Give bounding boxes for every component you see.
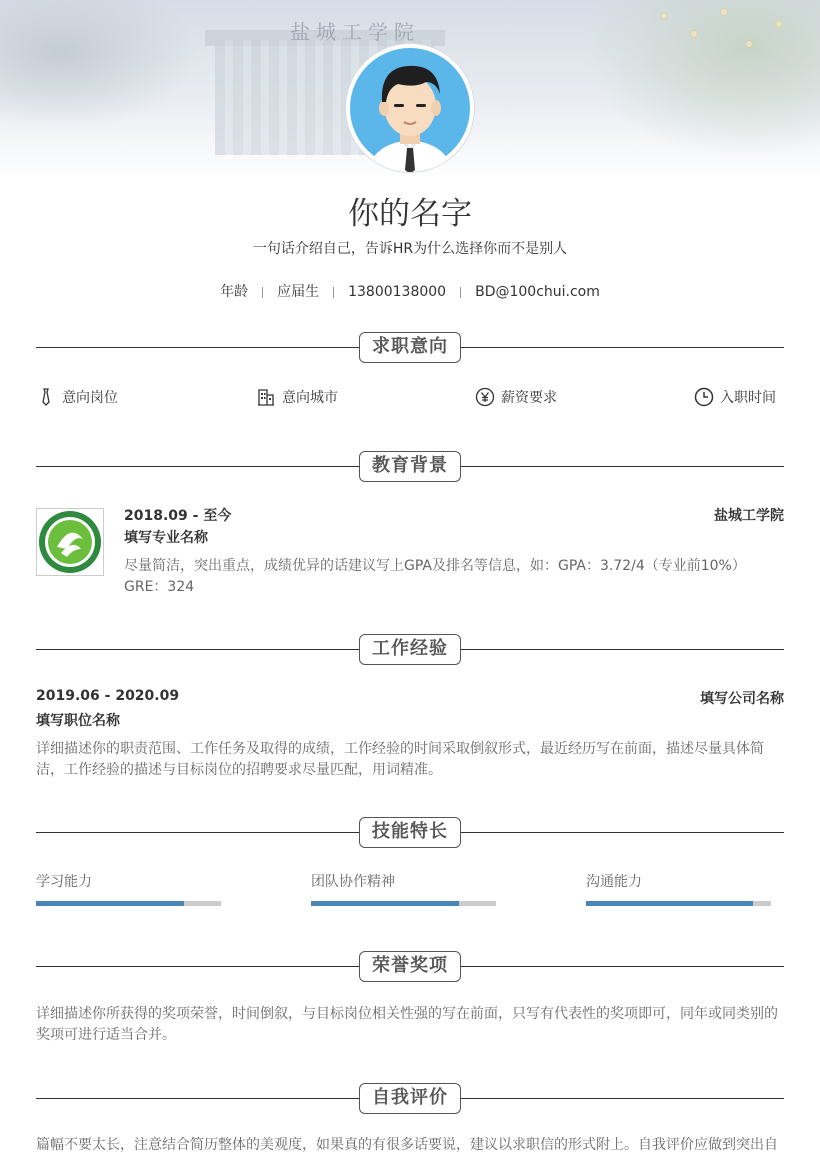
major-name: 填写专业名称 (124, 530, 208, 546)
skill-label: 沟通能力 (586, 874, 642, 890)
flower-decoration (775, 20, 783, 28)
work-description: 详细描述你的职责范围、工作任务及取得的成绩，工作经验的时间采取倒叙形式，最近经历写在前面，描述尽量具体简洁，工作经验的描述与目标岗位的招聘要求尽量匹配，用词精准。 (36, 741, 764, 778)
skill-bar (586, 901, 771, 906)
contact-email[interactable]: BD@100chui.com (475, 284, 600, 300)
yen-icon (475, 387, 495, 407)
self-evaluation-description: 篇幅不要太长，注意结合简历整体的美观度，如果真的有很多话要说，建议以求职信的形式附上。自我评价应做到突出自 (36, 1137, 778, 1153)
flower-decoration (660, 12, 668, 20)
school-logo (36, 508, 104, 576)
contact-status: 应届生 (277, 284, 320, 300)
section-title: 自我评价 (359, 1083, 461, 1114)
skill-teamwork (311, 871, 496, 906)
skill-bar-fill (311, 901, 459, 906)
section-title: 工作经验 (359, 634, 461, 665)
section-title: 求职意向 (359, 332, 461, 363)
section-title: 荣誉奖项 (359, 951, 461, 982)
skill-label: 团队协作精神 (311, 874, 395, 890)
intent-start-date (694, 387, 776, 407)
intent-city-label: 意向城市 (282, 390, 338, 406)
intent-city (256, 387, 338, 407)
avatar-illustration (346, 44, 474, 172)
flower-decoration (690, 30, 698, 38)
tree-decoration (0, 0, 200, 130)
company-name: 填写公司名称 (700, 691, 784, 707)
education-description: 尽量简洁，突出重点，成绩优异的话建议写上GPA及排名等信息，如：GPA：3.72/4（专业前10%） GRE：324 (124, 558, 746, 595)
section-title: 技能特长 (359, 817, 461, 848)
flower-decoration (745, 40, 753, 48)
section-header-education (36, 451, 784, 481)
intent-position (36, 387, 118, 407)
intent-salary-label: 薪资要求 (501, 390, 557, 406)
intent-start-date-label: 入职时间 (720, 390, 776, 406)
section-title: 教育背景 (359, 451, 461, 482)
flower-decoration (720, 8, 728, 16)
honors-description: 详细描述你所获得的奖项荣誉，时间倒叙，与目标岗位相关性强的写在前面，只写有代表性的奖项即可，同年或同类别的奖项可进行适当合并。 (36, 1006, 778, 1043)
skill-learning (36, 871, 221, 906)
clock-icon (694, 387, 714, 407)
skill-bar (36, 901, 221, 906)
contact-phone[interactable]: 13800138000 (348, 284, 447, 300)
position-name: 填写职位名称 (36, 713, 120, 729)
personal-motto: 一句话介绍自己，告诉HR为什么选择你而不是别人 (252, 241, 568, 257)
skill-bar-fill (586, 901, 753, 906)
school-name: 盐城工学院 (714, 508, 784, 524)
contact-age: 年龄 (220, 284, 249, 300)
willow-decoration (580, 0, 820, 160)
tie-icon (36, 387, 56, 407)
building-icon (256, 387, 276, 407)
intent-position-label: 意向岗位 (62, 390, 118, 406)
skill-bar-fill (36, 901, 184, 906)
skill-bar (311, 901, 496, 906)
person-name: 你的名字 (348, 196, 472, 232)
section-header-intent (36, 332, 784, 362)
skill-communication (586, 871, 771, 906)
intent-salary (475, 387, 557, 407)
work-date: 2019.06 - 2020.09 (36, 688, 180, 704)
avatar (346, 44, 474, 172)
section-header-work (36, 634, 784, 664)
education-date: 2018.09 - 至今 (124, 508, 232, 524)
section-header-self (36, 1083, 784, 1113)
building-signage: 盐城工学院 (290, 20, 420, 44)
section-header-skills (36, 817, 784, 847)
contact-bar (0, 281, 820, 301)
section-header-honors (36, 951, 784, 981)
skill-label: 学习能力 (36, 874, 92, 890)
